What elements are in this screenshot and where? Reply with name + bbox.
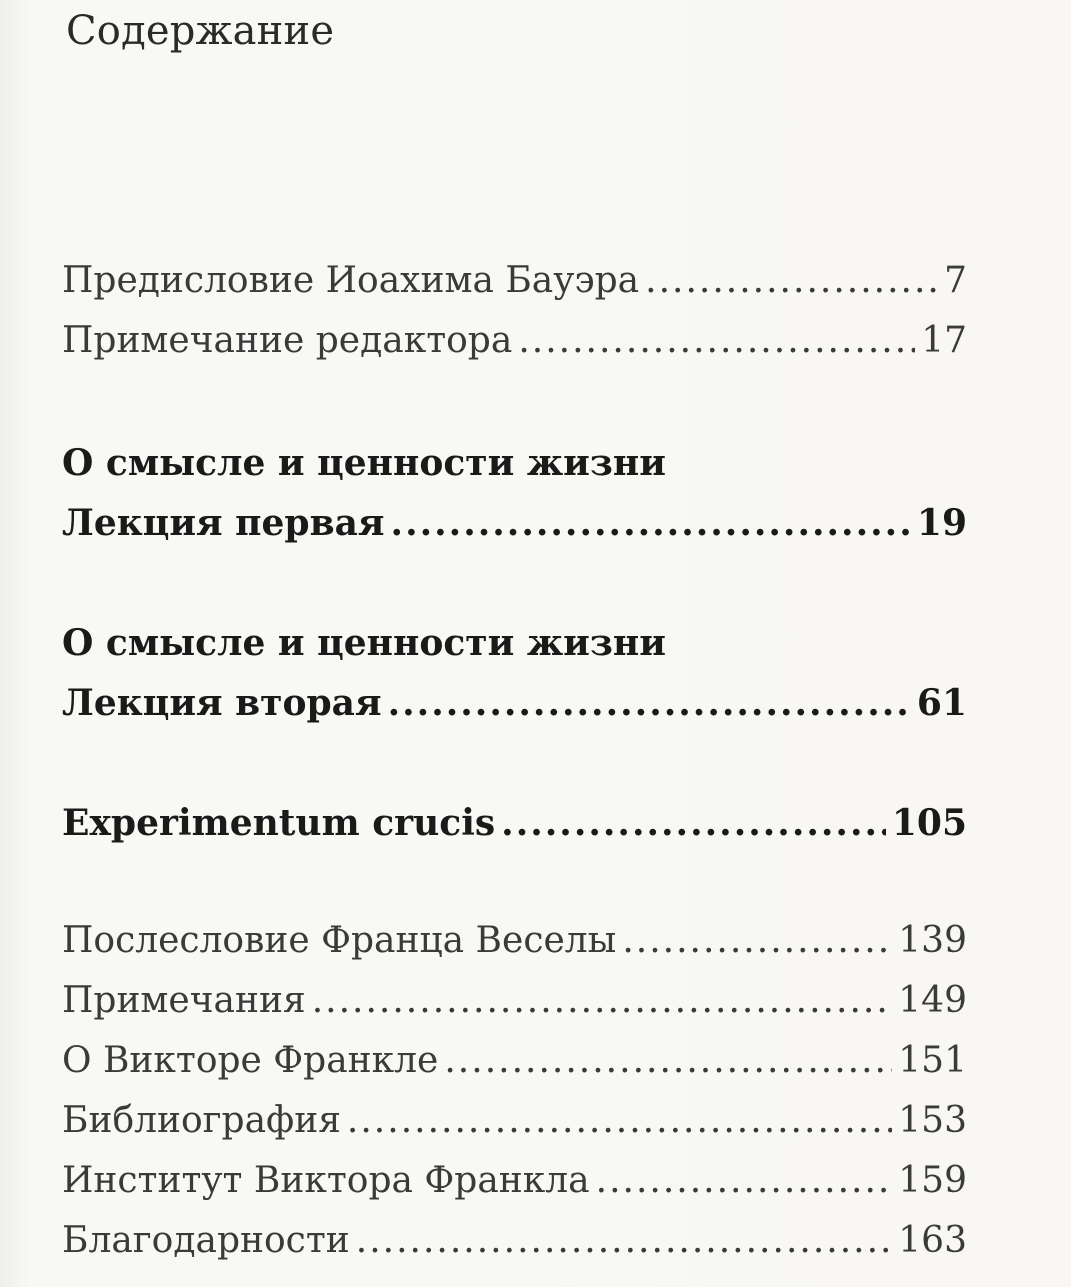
dot-leader: [518, 316, 915, 366]
toc-entry-title: Библиография: [62, 1100, 341, 1141]
dot-leader: [501, 798, 886, 848]
toc-entry-page: 7: [944, 260, 967, 301]
toc-entry: [62, 1216, 967, 1266]
toc-entry-title: Experimentum crucis: [62, 802, 496, 844]
toc-entry-page: 61: [916, 682, 967, 724]
toc-entry: [62, 798, 967, 848]
dot-leader: [356, 1216, 893, 1266]
toc-section-title: [62, 438, 967, 488]
toc-entry-title: Послесловие Франца Веселы: [62, 920, 617, 961]
dot-leader: [444, 1036, 892, 1086]
toc-section-title-text: О смысле и ценности жизни: [62, 622, 666, 664]
dot-leader: [391, 498, 911, 548]
toc-entry-title: Предисловие Иоахима Бауэра: [62, 260, 640, 301]
toc-entry: [62, 1036, 967, 1086]
toc-entry: [62, 1096, 967, 1146]
toc-section-title-text: О смысле и ценности жизни: [62, 442, 666, 484]
toc-entry: [62, 1156, 967, 1206]
toc-entry-title: Примечание редактора: [62, 320, 513, 361]
page-title: Содержание: [66, 8, 335, 54]
toc-entry-page: 163: [898, 1220, 967, 1261]
toc-entry: [62, 316, 967, 366]
toc-entry-title: Примечания: [62, 980, 306, 1021]
toc-entry: [62, 916, 967, 966]
toc-entry: [62, 498, 967, 548]
toc-entry-title: Лекция первая: [62, 502, 385, 544]
dot-leader: [347, 1096, 892, 1146]
toc-entry-title: Лекция вторая: [62, 682, 382, 724]
toc-entry-page: 19: [916, 502, 967, 544]
dot-leader: [388, 678, 911, 728]
toc-entry-title: Институт Виктора Франкла: [62, 1160, 590, 1201]
toc-entry-page: 151: [898, 1040, 967, 1081]
toc-entry-page: 105: [891, 802, 967, 844]
dot-leader: [645, 256, 938, 306]
toc-entry: [62, 256, 967, 306]
toc-entry-page: 17: [921, 320, 967, 361]
dot-leader: [312, 976, 893, 1026]
toc-section-title: [62, 618, 967, 668]
toc-entry-page: 139: [898, 920, 967, 961]
dot-leader: [622, 916, 892, 966]
toc-entry-title: Благодарности: [62, 1220, 350, 1261]
toc-entry: [62, 678, 967, 728]
dot-leader: [596, 1156, 893, 1206]
toc-entry-page: 153: [898, 1100, 967, 1141]
toc-entry-page: 159: [898, 1160, 967, 1201]
toc-entry-title: О Викторе Франкле: [62, 1040, 439, 1081]
toc-entry: [62, 976, 967, 1026]
toc-entry-page: 149: [898, 980, 967, 1021]
